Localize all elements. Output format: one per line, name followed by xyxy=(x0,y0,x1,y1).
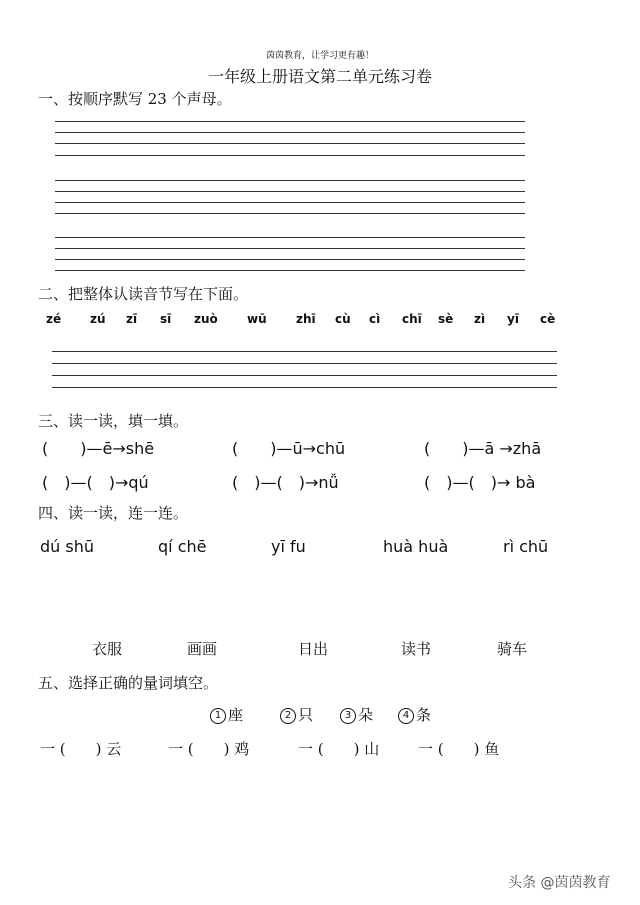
fill-item: ( )—( )→nǚ xyxy=(232,473,339,492)
fill-blank: 一 ( ) 鸡 xyxy=(168,740,250,758)
syllable: zú xyxy=(90,312,106,326)
fill-item: ( )—( )→ bà xyxy=(424,473,536,492)
syllable: sī xyxy=(160,312,172,326)
measure-word: 朵 xyxy=(358,706,374,724)
syllable: sè xyxy=(438,312,454,326)
chinese-word: 骑车 xyxy=(497,640,528,658)
writing-line xyxy=(55,270,525,271)
chinese-word: 衣服 xyxy=(92,640,123,658)
writing-line xyxy=(55,132,525,133)
measure-word-option xyxy=(280,704,313,725)
fill-item: ( )—ā →zhā xyxy=(424,439,542,458)
fill-blank: 一 ( ) 鱼 xyxy=(418,740,500,758)
writing-line xyxy=(52,351,557,352)
pinyin-word: huà huà xyxy=(383,537,449,556)
chinese-word: 读书 xyxy=(401,640,432,658)
fill-item: ( )—( )→qú xyxy=(42,473,149,492)
measure-word-option xyxy=(398,704,431,725)
fill-item: ( )—ū→chū xyxy=(232,439,346,458)
syllable: zé xyxy=(46,312,62,326)
syllable: chī xyxy=(402,312,422,326)
syllable: cè xyxy=(540,312,556,326)
syllable: zì xyxy=(474,312,486,326)
measure-word: 座 xyxy=(228,706,244,724)
writing-line xyxy=(55,155,525,156)
measure-word-option xyxy=(210,704,243,725)
writing-line xyxy=(52,387,557,388)
circled-number: 1 xyxy=(210,708,226,724)
pinyin-word: dú shū xyxy=(40,537,94,556)
measure-word: 条 xyxy=(416,706,432,724)
pinyin-word: rì chū xyxy=(503,537,549,556)
fill-item: ( )—ē→shē xyxy=(42,439,155,458)
syllable: yī xyxy=(507,312,519,326)
syllable: zī xyxy=(126,312,138,326)
pinyin-word: yī fu xyxy=(271,537,306,556)
syllable: cù xyxy=(335,312,351,326)
page-title: 一年级上册语文第二单元练习卷 xyxy=(207,67,432,86)
writing-line xyxy=(52,363,557,364)
syllable: cì xyxy=(369,312,381,326)
syllable: zhī xyxy=(296,312,316,326)
circled-number: 4 xyxy=(398,708,414,724)
writing-line xyxy=(52,375,557,376)
syllable: wū xyxy=(247,312,267,326)
writing-line xyxy=(55,259,525,260)
page-header: 茵茵教育，让学习更有趣！ xyxy=(265,51,374,61)
pinyin-word: qí chē xyxy=(158,537,207,556)
writing-line xyxy=(55,213,525,214)
writing-line xyxy=(55,180,525,181)
chinese-word: 日出 xyxy=(298,640,329,658)
measure-word-option xyxy=(340,704,373,725)
writing-line xyxy=(55,202,525,203)
fill-blank: 一 ( ) 山 xyxy=(298,740,380,758)
fill-blank: 一 ( ) 云 xyxy=(40,740,122,758)
circled-number: 3 xyxy=(340,708,356,724)
writing-line xyxy=(55,143,525,144)
section2-heading: 二、把整体认读音节写在下面。 xyxy=(38,285,249,303)
measure-word: 只 xyxy=(298,706,314,724)
writing-line xyxy=(55,237,525,238)
watermark: 头条 @茵茵教育 xyxy=(508,875,611,891)
chinese-word: 画画 xyxy=(187,640,218,658)
circled-number: 2 xyxy=(280,708,296,724)
section5-heading: 五、选择正确的量词填空。 xyxy=(38,674,219,692)
writing-line xyxy=(55,121,525,122)
writing-line xyxy=(55,248,525,249)
section1-heading: 一、按顺序默写 23 个声母。 xyxy=(38,90,232,108)
writing-line xyxy=(55,191,525,192)
syllable: zuò xyxy=(194,312,218,326)
section3-heading: 三、读一读，填一填。 xyxy=(38,412,189,430)
section4-heading: 四、读一读，连一连。 xyxy=(38,504,189,522)
